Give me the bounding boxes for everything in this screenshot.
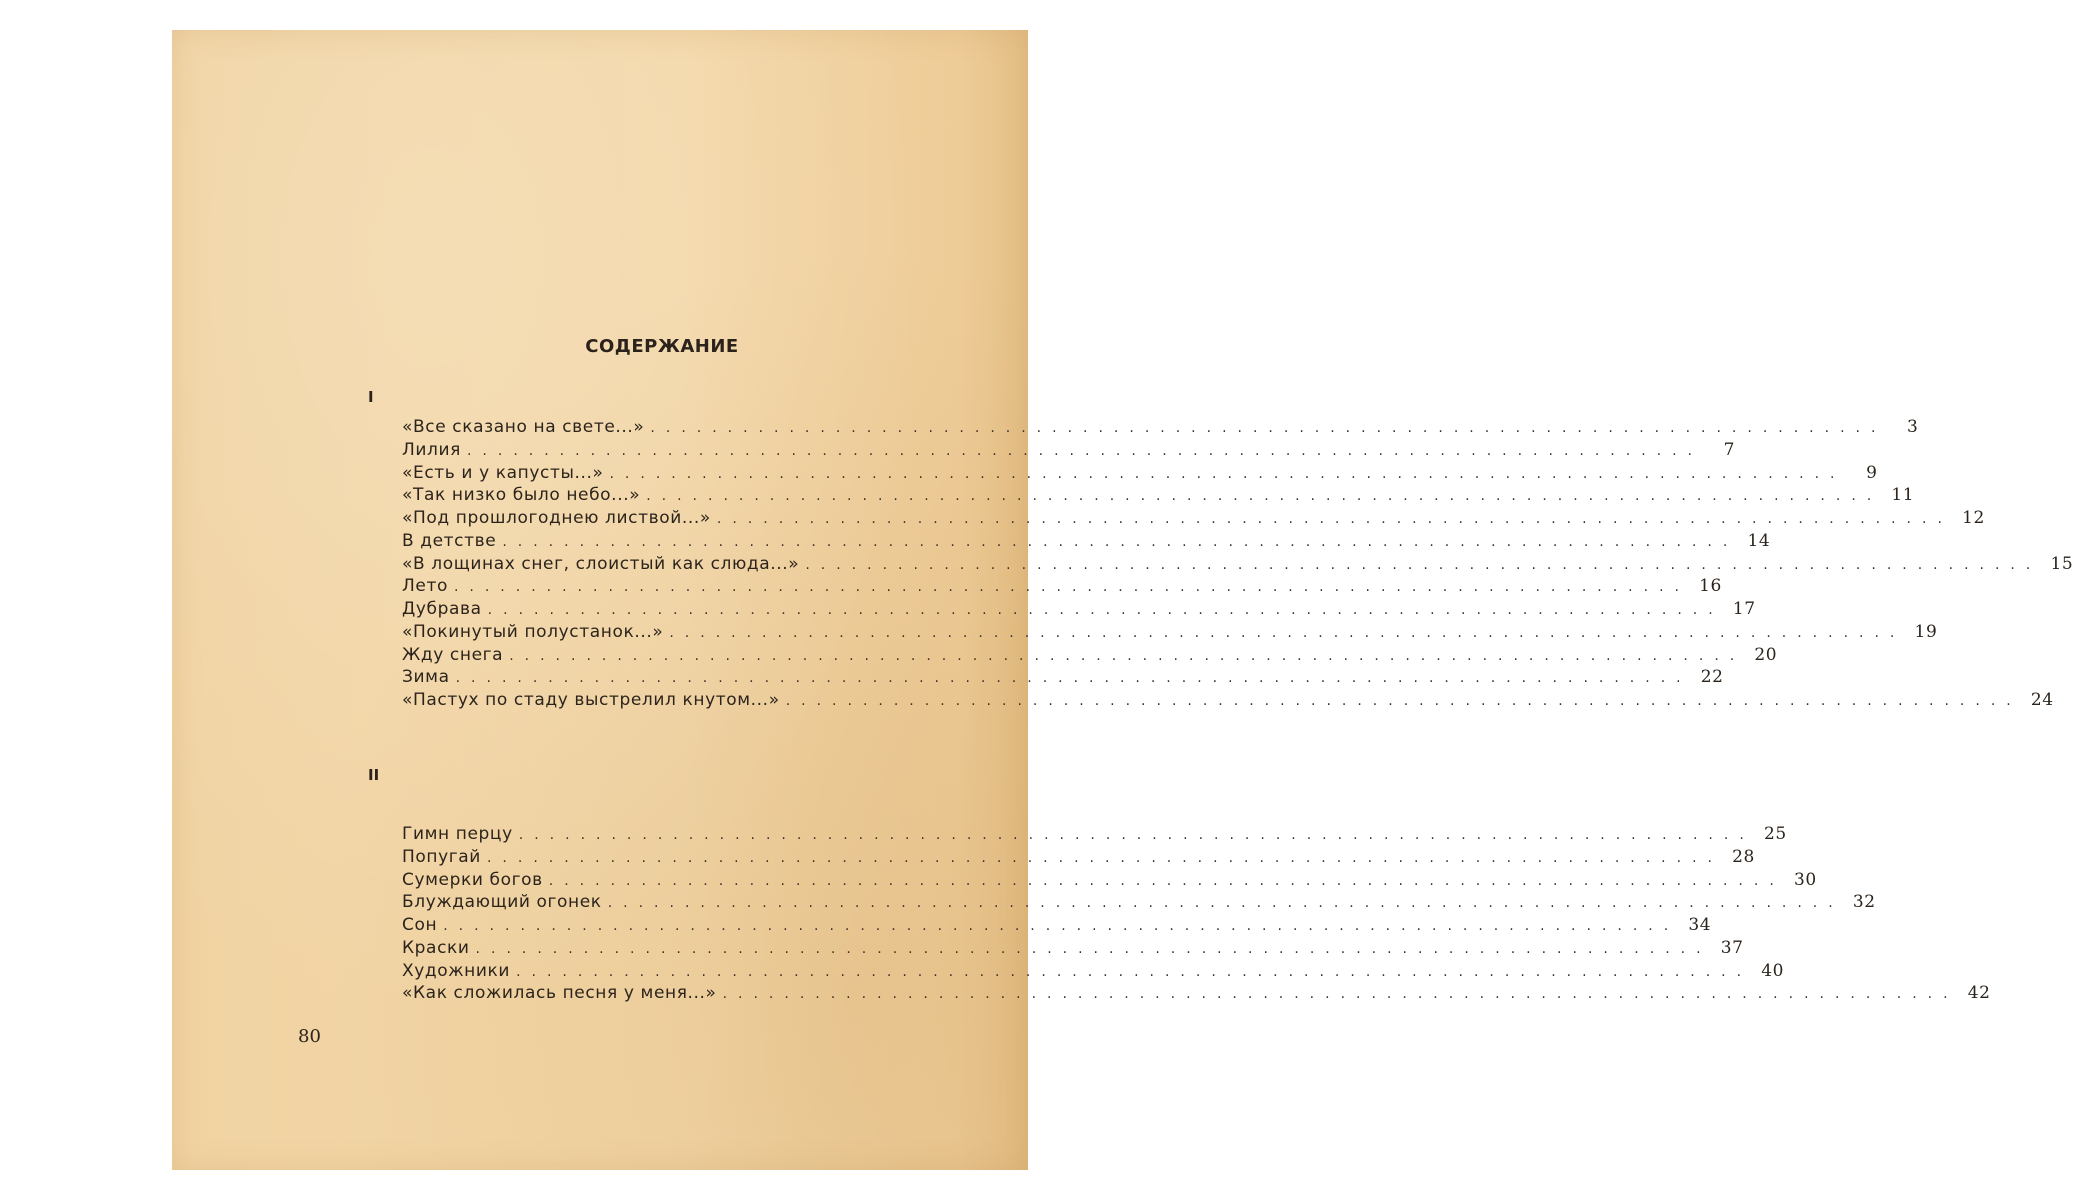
toc-entry-title: Зима	[402, 667, 450, 688]
toc-entry-page: 32	[1852, 892, 1876, 913]
toc-entry[interactable]	[402, 417, 1919, 440]
toc-entry-page: 28	[1732, 846, 1755, 867]
toc-entry[interactable]	[402, 937, 1744, 961]
toc-entry-title: Попугай	[402, 846, 481, 867]
toc-entry[interactable]	[402, 846, 1755, 870]
toc-entry-title: «Все сказано на свете...»	[402, 417, 645, 437]
toc-entry-page: 9	[1866, 462, 1878, 483]
toc-entry-page: 11	[1891, 485, 1915, 506]
leader-dots: ................................................................................	[650, 420, 1887, 436]
toc-entry[interactable]	[402, 960, 1785, 984]
toc-entry-title: Гимн перцу	[402, 824, 513, 844]
leader-dots: ................................................................................	[487, 602, 1724, 618]
toc-entry-page: 25	[1763, 824, 1787, 844]
toc-entry-title: «В лощинах снег, слоистый как слюда...»	[402, 553, 800, 574]
book-page	[172, 30, 2073, 1170]
leader-dots: ................................................................................	[722, 986, 1959, 1003]
toc-entry[interactable]	[402, 576, 1722, 599]
toc-entry-page: 24	[2030, 690, 2054, 710]
leader-dots: ................................................................................	[609, 465, 1846, 482]
toc-entry[interactable]	[402, 892, 1876, 915]
toc-entry[interactable]	[402, 462, 1878, 486]
toc-entry-title: «Пастух по стаду выстрелил кнутом...»	[402, 690, 780, 710]
toc-entry-title: Художники	[402, 960, 511, 981]
toc-entry-title: «Под прошлогоднею листвой...»	[402, 508, 711, 528]
leader-dots: ................................................................................	[466, 442, 1703, 459]
toc-entry[interactable]	[402, 915, 1712, 938]
section-label-1: I	[368, 388, 374, 406]
toc-entry-page: 22	[1700, 667, 1724, 688]
page-title: СОДЕРЖАНИЕ	[585, 336, 739, 357]
leader-dots: ................................................................................	[518, 827, 1755, 843]
toc-list-section-1	[402, 417, 2073, 713]
toc-entry-title: Дубрава	[402, 599, 482, 619]
toc-entry[interactable]	[402, 690, 2054, 713]
leader-dots: ................................................................................	[509, 647, 1746, 664]
toc-entry-title: Сумерки богов	[402, 869, 543, 890]
toc-entry-page: 30	[1793, 869, 1817, 890]
toc-entry[interactable]	[402, 485, 1915, 508]
leader-dots: ................................................................................	[646, 488, 1883, 505]
toc-entry-page: 14	[1747, 530, 1771, 551]
toc-entry-title: «Как сложилась песня у меня...»	[402, 983, 717, 1004]
leader-dots: ................................................................................	[785, 693, 2022, 709]
toc-entry-title: «Так низко было небо...»	[402, 485, 641, 506]
toc-entry[interactable]	[402, 553, 2073, 577]
toc-entry-page: 19	[1914, 621, 1938, 642]
toc-entry[interactable]	[402, 983, 1991, 1006]
toc-entry-page: 37	[1720, 937, 1744, 958]
toc-entry-page: 42	[1967, 983, 1991, 1004]
toc-entry-page: 15	[2050, 553, 2073, 574]
toc-entry[interactable]	[402, 599, 1756, 622]
leader-dots: ................................................................................	[607, 895, 1844, 912]
leader-dots: ................................................................................	[516, 963, 1753, 980]
leader-dots: ................................................................................	[455, 670, 1692, 687]
section-label-2: II	[368, 766, 380, 784]
toc-entry-page: 17	[1732, 599, 1756, 619]
toc-entry-title: «Покинутый полустанок...»	[402, 621, 664, 642]
toc-entry[interactable]	[402, 824, 1787, 847]
leader-dots: ................................................................................	[502, 533, 1739, 550]
toc-entry-page: 34	[1688, 915, 1712, 935]
toc-entry-title: «Есть и у капусты...»	[402, 462, 604, 483]
toc-entry-page: 7	[1723, 439, 1735, 460]
toc-entry[interactable]	[402, 644, 1778, 668]
toc-entry-title: Сон	[402, 915, 438, 935]
toc-entry-title: В детстве	[402, 530, 497, 551]
toc-entry-title: Лето	[402, 576, 448, 597]
leader-dots: ................................................................................	[548, 872, 1785, 889]
toc-entry-title: Блуждающий огонек	[402, 892, 602, 913]
toc-entry-page: 40	[1761, 960, 1785, 981]
toc-entry[interactable]	[402, 621, 1938, 645]
toc-entry-page: 16	[1699, 576, 1722, 597]
leader-dots: ................................................................................	[453, 579, 1690, 596]
toc-entry-title: Жду снега	[402, 644, 504, 665]
page-number: 80	[298, 1026, 321, 1047]
toc-entry-page: 12	[1962, 508, 1985, 528]
toc-entry[interactable]	[402, 508, 1985, 531]
toc-entry[interactable]	[402, 667, 1724, 690]
toc-entry-page: 20	[1754, 644, 1778, 665]
toc-entry[interactable]	[402, 530, 1771, 554]
leader-dots: ................................................................................	[805, 556, 2042, 573]
toc-entry[interactable]	[402, 439, 1735, 463]
toc-entry-title: Краски	[402, 937, 470, 958]
leader-dots: ................................................................................	[486, 849, 1723, 866]
toc-entry-page: 3	[1907, 417, 1919, 437]
toc-list-section-2	[402, 824, 1991, 1006]
leader-dots: ................................................................................	[443, 918, 1680, 934]
toc-entry-title: Лилия	[402, 439, 461, 460]
toc-entry[interactable]	[402, 869, 1817, 893]
leader-dots: ................................................................................	[716, 511, 1953, 527]
leader-dots: ................................................................................	[669, 624, 1906, 641]
leader-dots: ................................................................................	[475, 940, 1712, 957]
